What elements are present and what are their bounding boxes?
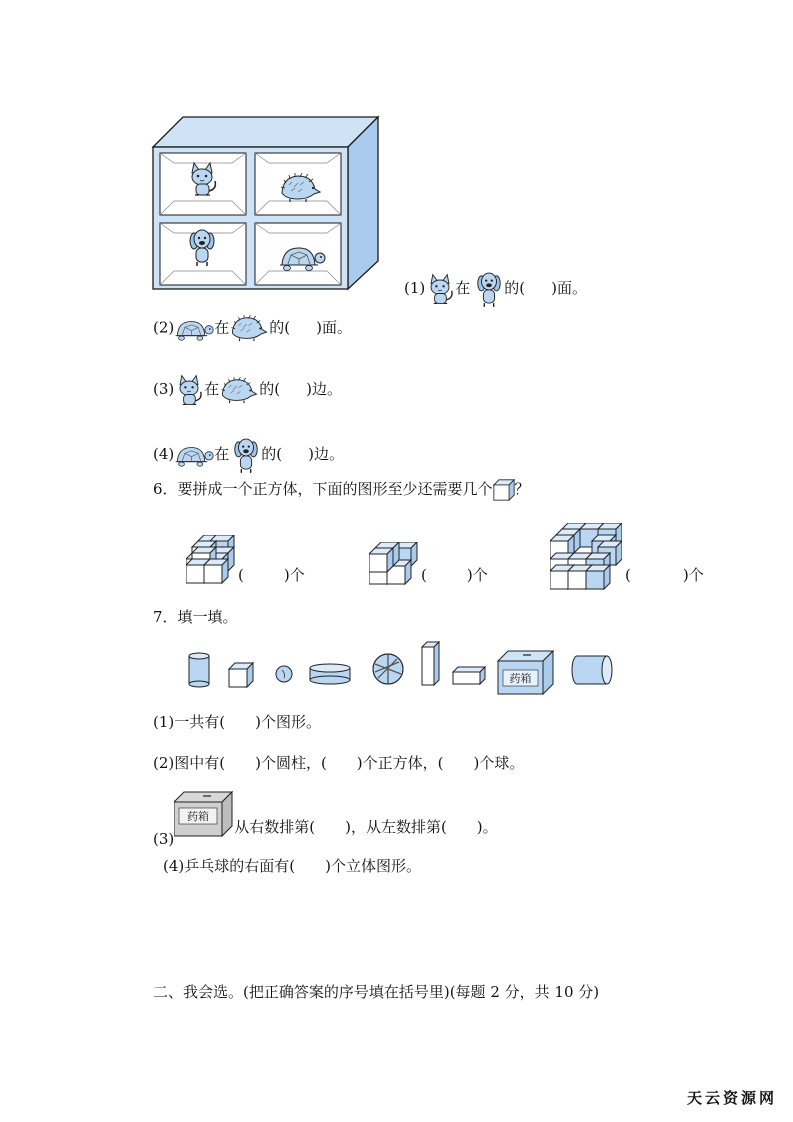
paren-open: ( (625, 566, 631, 584)
item-text: 从右数排第( )，从左数排第( )。 (234, 818, 498, 836)
paren-close: )个 (682, 566, 704, 584)
item-number: (2) (153, 318, 175, 337)
question-6-title (153, 479, 530, 501)
turtle-icon (174, 317, 214, 341)
question-5-item-2 (153, 315, 352, 342)
item-number: (3) (153, 380, 175, 398)
cylinder-icon (189, 653, 209, 687)
text-close: )边。 (306, 380, 342, 398)
hedgehog-icon (229, 315, 269, 342)
text-close: )面。 (551, 279, 587, 297)
paren-close: )个 (283, 566, 305, 584)
turtle-icon (174, 443, 214, 467)
box-label: 药箱 (187, 810, 210, 823)
flat-cuboid-icon (453, 667, 485, 684)
ball-icon (373, 654, 403, 684)
cube-stack-a (186, 535, 236, 585)
text-close: )面。 (316, 318, 352, 337)
question-5-item-4 (153, 436, 344, 474)
ping-pong-ball-icon (276, 666, 292, 682)
flat-cylinder-icon (310, 664, 350, 684)
text-de: 的( (504, 279, 526, 297)
cube-stack-b (369, 542, 419, 588)
text-de: 的( (261, 445, 283, 463)
cube-stack-c (550, 523, 622, 591)
answer-b (421, 565, 488, 585)
cube-icon (229, 663, 253, 687)
text-close: )边。 (308, 445, 344, 463)
dog-icon (474, 270, 504, 308)
question-7-item-4: (4)乒乓球的右面有( )个立体图形。 (163, 857, 421, 875)
cat-icon (425, 271, 455, 307)
cube-icon (493, 479, 515, 501)
answer-c (625, 565, 704, 585)
question-5-item-1 (404, 270, 587, 308)
question-7-item-1: (1)一共有( )个图形。 (153, 713, 321, 731)
text-zai: 在 (455, 279, 471, 297)
question-text: 6．要拼成一个正方体，下面的图形至少还需要几个 (153, 480, 493, 498)
medicine-box-icon (174, 790, 234, 838)
question-mark: ？ (514, 480, 530, 498)
dog-icon (231, 436, 261, 474)
question-7-title: 7．填一填。 (153, 608, 238, 626)
watermark-text: 天云资源网 (686, 1089, 777, 1107)
question-5-item-3 (153, 372, 342, 408)
medicine-box-icon (498, 651, 553, 694)
paren-open: ( (238, 566, 244, 584)
text-de: 的( (259, 380, 281, 398)
item-number: (1) (404, 279, 426, 297)
tall-cuboid-icon (422, 642, 439, 685)
box-label: 药箱 (509, 672, 532, 685)
hedgehog-icon (219, 377, 259, 404)
text-zai: 在 (214, 445, 230, 463)
shapes-row (185, 640, 615, 696)
paren-close: )个 (466, 566, 488, 584)
question-7-item-3 (153, 790, 498, 849)
item-number: (3) (153, 830, 175, 848)
cat-icon (174, 372, 204, 408)
section-2-title: 二、我会选。(把正确答案的序号填在括号里)(每题 2 分，共 10 分) (153, 983, 600, 1001)
animal-cabinet (150, 115, 382, 291)
text-zai: 在 (214, 318, 230, 337)
text-zai: 在 (204, 380, 220, 398)
paren-open: ( (421, 566, 427, 584)
item-number: (4) (153, 445, 175, 463)
text-de: 的( (269, 318, 291, 337)
horizontal-cylinder-icon (572, 656, 612, 684)
question-7-item-2: (2)图中有( )个圆柱，( )个正方体，( )个球。 (153, 754, 525, 772)
answer-a (238, 565, 305, 585)
